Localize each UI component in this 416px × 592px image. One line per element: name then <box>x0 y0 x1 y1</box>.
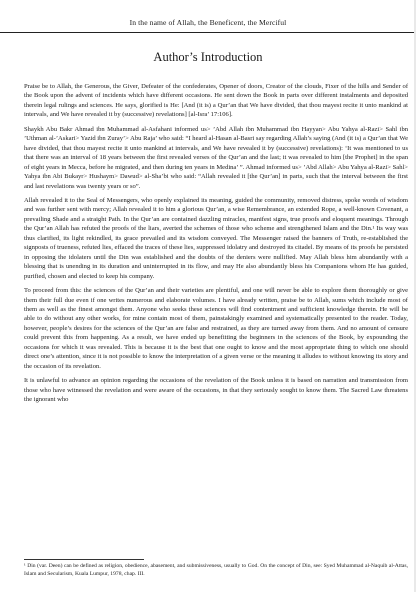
paragraph-5: It is unlawful to advance an opinion regarding the occasions of the revelation of the Book unless it is based on narration and transmission from those who have witnessed the revelation and were aware of the occasions, in that they seriously sought to know them. The Sacred Law threatens the ignorant who <box>24 377 408 404</box>
running-head: In the name of Allah, the Beneficent, the Merciful <box>129 18 287 27</box>
paragraph-4: To proceed from this: the sciences of the Qur’an and their varieties are plentiful, and one will never be able to explore them thoroughly or give them their full due even if one writes numerous and elaborate volumes. I have already written, praise be to Allah, sums which include most of them as well as the finest amongst them. Anyone who seeks these sciences will find contentment and sufficient knowledge therein. He will be able to do without any other works, for mine contain most of them, painstakingly examined and systematically presented to the reader. Today, however, people’s desires for the sciences of the Qur’an are false and restrained, as they are turned away from them. And no amount of censure could prevent this from happening. As a result, we have ended up benefitting the beginners in the sciences of the Book, by expounding the occasions for which it was revealed. This is because it is the best that one ought to know and the most appropriate thing to which one should direct one’s attention, since it is not possible to know the interpretation of a given verse or the meaning it alludes to without knowing its story and the occasion of its revelation. <box>24 287 408 370</box>
paragraph-2: Shaykh Abu Bakr Ahmad ibn Muhammad al-Asfahani informed us> ’Abd Allah ibn Muhammad ibn Hayyan> Abu Yahya al-Razi> Sahl ibn ’Uthman al-’Askari> Yazid ibn Zuray’> Abu Raja’ who said: “I heard al-Hasan al-Basri say regarding Allah’s saying (And (it is) a Qur’an that We have divided, that thou mayest recite it unto mankind at intervals, and We have revealed it by (successive) revelations): ‘It was mentioned to us that there was an interval of 18 years between the first revealed verses of the Qur’an and the last; it was revealed to him [the Prophet] in the span of eight years in Mecca, before he migrated, and then during ten years in Medina’ ”. Ahmad informed us> ’Abd Allah> Abu Yahya al-Razi> Sahl> Yahya ibn Abi Bukayr> Hushaym> Dawud> al-Sha’bi who said: “Allah revealed it [the Qur’an] in parts, such that the interval between the first and last revelations was twenty years or so”. <box>24 125 408 190</box>
header-rule <box>0 32 416 33</box>
paragraph-3: Allah revealed it to the Seal of Messengers, who openly explained its meaning, guided the community, removed distress, spoke words of wisdom and was further sent with mercy; Allah revealed it to him a glorious Qur’an, a wise Remembrance, an extended Rope, a well-known Covenant, a prevailing Shade and a straight Path. In the Qur’an are contained dazzling miracles, manifest signs, true proofs and eloquent meanings. Through the Qur’an Allah has refuted the proofs of the liars, averted the schemes of those who scheme and strengthened Islam and the Din.¹ Its way was thus clarified, its light rekindled, its grace prevailed and its wisdom conveyed. The Messenger raised the banners of Truth, re-established the signposts of trueness, refuted lies, effaced the traces of these lies, suppressed idolatry and destroyed its citadel. By means of its proofs he persisted in opposing the idolaters until the Din was established and the doubts of the deniers were nullified. May Allah bless him abundantly with a blessing that is unending in its duration and uninterrupted in its flow, and may He also abundantly bless his Companions whom He has guided, purified, chosen and elected to keep his company. <box>24 196 408 280</box>
paragraph-1: Praise be to Allah, the Generous, the Giver, Defeater of the confederates, Opener of doors, Creator of the clouds, Fixer of the hills and Sender of the Book upon the advent of incidents which have different occasions. He sent down the Book in parts over different instalments and deposited therein legal rulings and sciences. He says, glorified is He: [And (it is) a Qur’an that We have divided, that thou mayest recite it unto mankind at intervals, and We have revealed it by (successive) revelations] [al-Isra’ 17:106]. <box>24 83 408 119</box>
footnote: ¹ Din (var. Deen) can be defined as religion, obedience, abasement, and submissiveness, usually to God. On the concept of Din, see: Syed Muhammad al-Naquib al-Attas, Islam and Secularism, Kuala Lumpur, 1978, chap. III. <box>24 563 408 577</box>
footnote-rule <box>24 559 144 560</box>
body-text <box>24 82 408 405</box>
page-title: Author’s Introduction <box>153 50 263 64</box>
